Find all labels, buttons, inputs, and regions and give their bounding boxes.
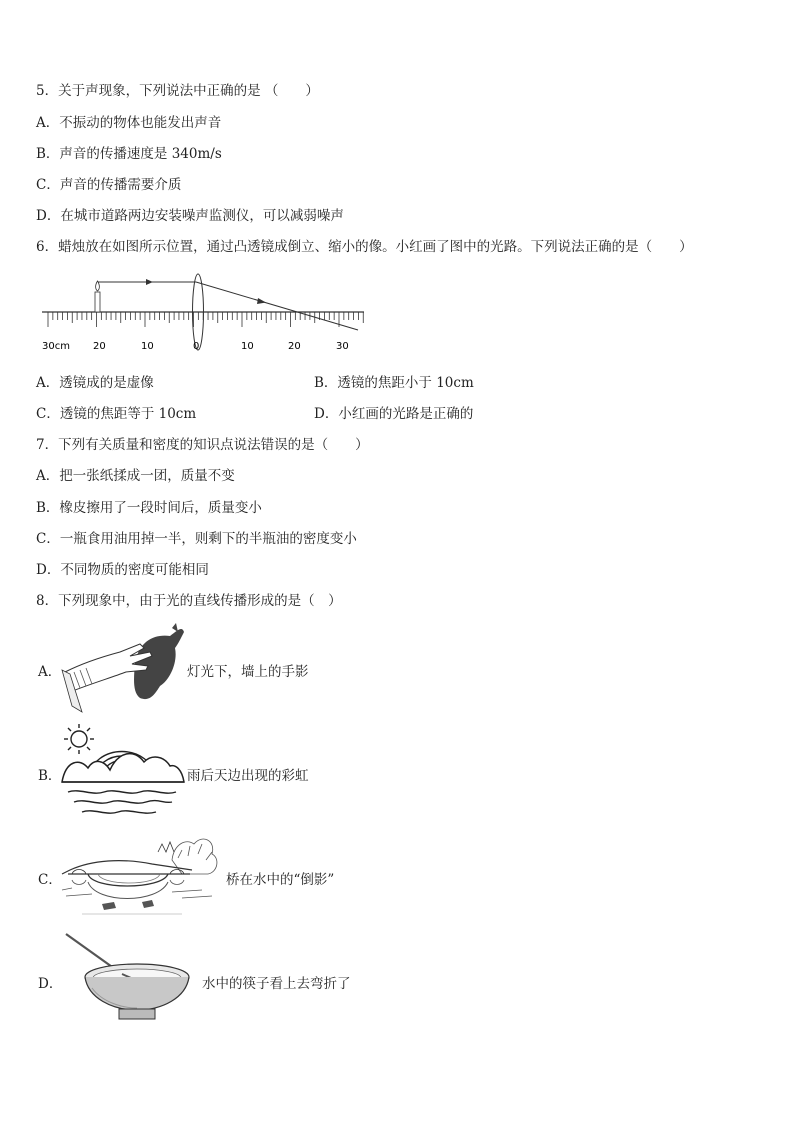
ruler-label: 20: [93, 341, 106, 352]
q8-option-b-text: 雨后天边出现的彩虹: [187, 768, 309, 784]
q5-option-c: C．声音的传播需要介质: [36, 177, 182, 193]
chopstick-bowl-icon: [62, 932, 202, 1022]
ruler-label: 30cm: [42, 341, 70, 352]
q8-option-c-text: 桥在水中的“倒影”: [226, 872, 335, 888]
candle-icon: [95, 281, 100, 312]
q6-option-b: B．透镜的焦距小于 10cm: [314, 375, 474, 391]
q8-option-b-label: B．: [38, 768, 62, 784]
q6-option-c: C．透镜的焦距等于 10cm: [36, 406, 197, 422]
q6-option-d: D．小红画的光路是正确的: [314, 406, 474, 422]
q8-option-d-text: 水中的筷子看上去弯折了: [202, 976, 351, 992]
q8-option-c-label: C．: [38, 872, 62, 888]
ruler-label: 10: [241, 341, 254, 352]
q8-option-a-text: 灯光下，墙上的手影: [187, 664, 309, 680]
q7-stem: 7．下列有关质量和密度的知识点说法错误的是（ ）: [36, 437, 369, 453]
q7-option-a: A．把一张纸揉成一团，质量不变: [36, 468, 235, 484]
q5-option-d: D．在城市道路两边安装噪声监测仪，可以减弱噪声: [36, 208, 344, 224]
ruler-label: 10: [141, 341, 154, 352]
lens-ray-diagram: [38, 268, 378, 363]
ruler-label: 30: [336, 341, 349, 352]
q6-option-a: A．透镜成的是虚像: [36, 375, 154, 391]
ruler-label: 20: [288, 341, 301, 352]
q5-stem: 5．关于声现象，下列说法中正确的是 （ ）: [36, 83, 319, 99]
q5-option-b: B．声音的传播速度是 340m/s: [36, 146, 222, 162]
q8-stem: 8．下列现象中，由于光的直线传播形成的是（ ）: [36, 593, 342, 609]
q8-option-d-label: D．: [38, 976, 63, 992]
q6-stem: 6．蜡烛放在如图所示位置，通过凸透镜成倒立、缩小的像。小红画了图中的光路。下列说法正确的是（ ）: [36, 239, 693, 255]
rainbow-icon: [60, 722, 185, 822]
q7-option-d: D．不同物质的密度可能相同: [36, 562, 209, 578]
q8-option-a-label: A．: [38, 664, 62, 680]
q7-option-b: B．橡皮擦用了一段时间后，质量变小: [36, 500, 262, 516]
ruler-label: 0: [193, 341, 200, 352]
q5-option-a: A．不振动的物体也能发出声音: [36, 115, 222, 131]
hand-shadow-icon: [60, 622, 185, 714]
bridge-reflection-icon: [62, 830, 222, 922]
q7-option-c: C．一瓶食用油用掉一半，则剩下的半瓶油的密度变小: [36, 531, 357, 547]
